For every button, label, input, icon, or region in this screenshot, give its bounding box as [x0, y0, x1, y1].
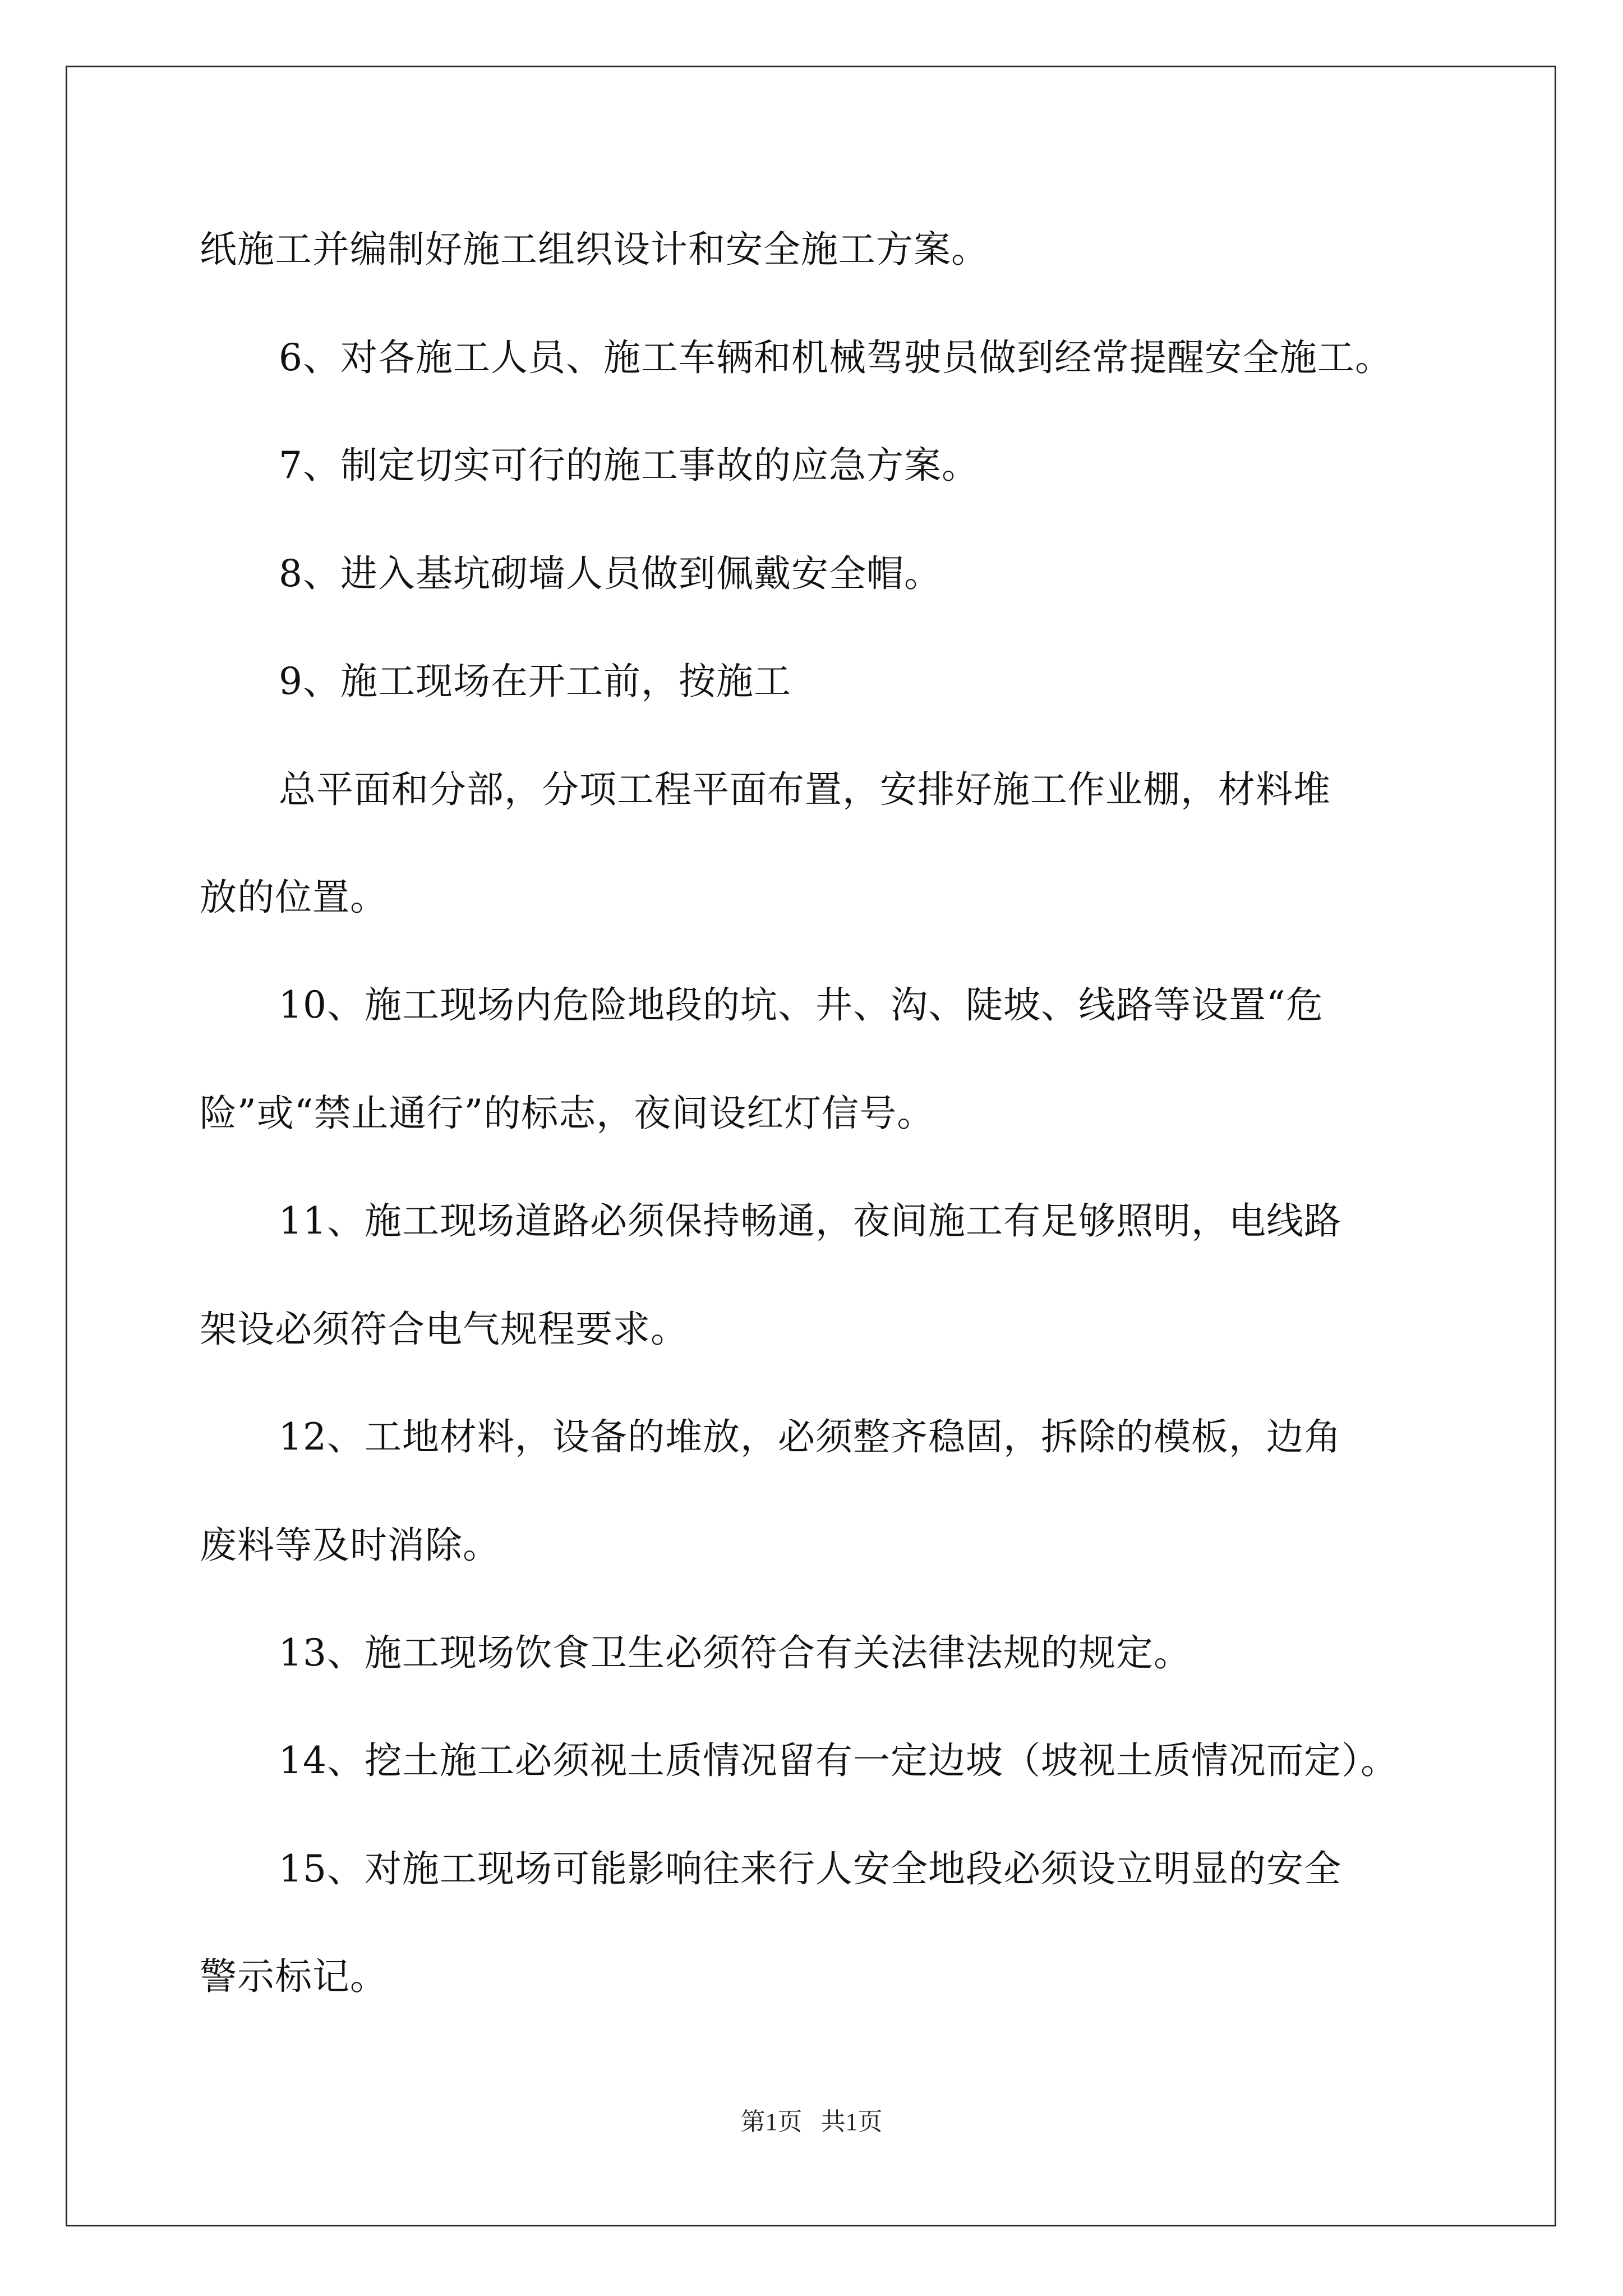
text-line-12: 12、工地材料，设备的堆放，必须整齐稳固，拆除的模板，边角 [279, 1415, 1341, 1458]
text-line-5: 9、施工现场在开工前，按施工 [279, 660, 791, 703]
text-line-11: 架设必须符合电气规程要求。 [200, 1308, 688, 1351]
text-line-16: 15、对施工现场可能影响往来行人安全地段必须设立明显的安全 [279, 1847, 1341, 1890]
text-line-17: 警示标记。 [200, 1955, 388, 1998]
page-border [66, 66, 1556, 2226]
text-line-7: 放的位置。 [200, 876, 388, 919]
text-line-2: 6、对各施工人员、施工车辆和机械驾驶员做到经常提醒安全施工。 [279, 336, 1393, 379]
text-line-6: 总平面和分部，分项工程平面布置，安排好施工作业棚，材料堆 [279, 768, 1331, 811]
text-line-10: 11、施工现场道路必须保持畅通，夜间施工有足够照明，电线路 [279, 1199, 1341, 1243]
page-footer: 第1页 共1页 [740, 2108, 883, 2136]
text-line-13: 废料等及时消除。 [200, 1524, 500, 1567]
text-line-3: 7、制定切实可行的施工事故的应急方案。 [279, 444, 979, 487]
text-line-1: 纸施工并编制好施工组织设计和安全施工方案。 [200, 228, 989, 271]
text-line-15: 14、挖土施工必须视土质情况留有一定边坡（坡视土质情况而定）。 [279, 1739, 1398, 1782]
text-line-9: 险”或“禁止通行”的标志，夜间设红灯信号。 [200, 1092, 935, 1135]
text-line-4: 8、进入基坑砌墙人员做到佩戴安全帽。 [279, 552, 942, 595]
text-line-14: 13、施工现场饮食卫生必须符合有关法律法规的规定。 [279, 1631, 1191, 1674]
text-line-8: 10、施工现场内危险地段的坑、井、沟、陡坡、线路等设置“危 [279, 983, 1324, 1027]
